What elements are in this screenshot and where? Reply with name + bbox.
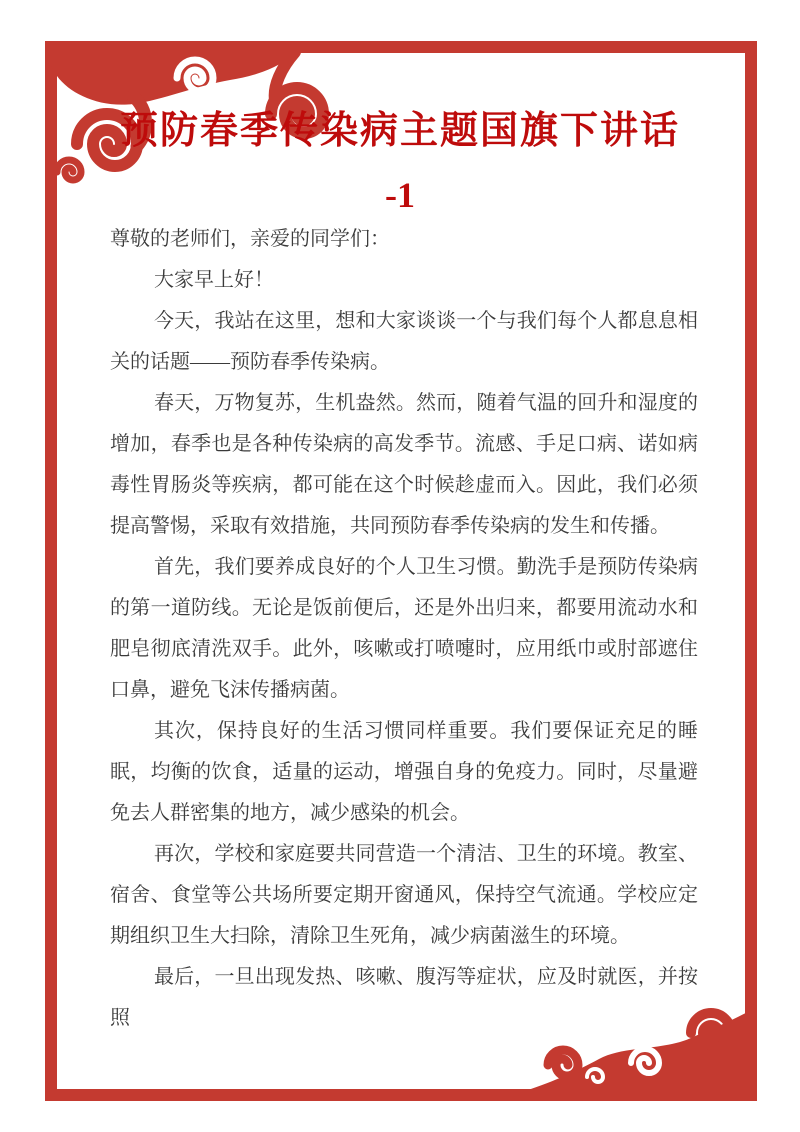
paragraph: 其次，保持良好的生活习惯同样重要。我们要保证充足的睡眠，均衡的饮食，适量的运动，增强自身的免疫力。同时，尽量避免去人群密集的地方，减少感染的机会。 xyxy=(110,720,698,824)
paragraph: 今天，我站在这里，想和大家谈谈一个与我们每个人都息息相关的话题——预防春季传染病。 xyxy=(110,310,698,373)
paragraph: 大家早上好！ xyxy=(154,269,274,291)
salutation-line: 尊敬的老师们，亲爱的同学们： xyxy=(110,228,390,250)
paragraph: 首先，我们要养成良好的个人卫生习惯。勤洗手是预防传染病的第一道防线。无论是饭前便后，还是外出归来，都要用流动水和肥皂彻底清洗双手。此外，咳嗽或打喷嚏时，应用纸巾或肘部遮住口鼻，避免飞沫传播病菌。 xyxy=(110,556,698,701)
document-title-number: -1 xyxy=(385,175,415,215)
paragraph: 再次，学校和家庭要共同营造一个清洁、卫生的环境。教室、宿舍、食堂等公共场所要定期开窗通风，保持空气流通。学校应定期组织卫生大扫除，清除卫生死角，减少病菌滋生的环境。 xyxy=(110,843,698,947)
paragraph: 最后，一旦出现发热、咳嗽、腹泻等症状，应及时就医，并按照 xyxy=(110,966,698,1029)
document-title: 预防春季传染病主题国旗下讲话 xyxy=(119,110,680,152)
paragraph: 春天，万物复苏，生机盎然。然而，随着气温的回升和湿度的增加，春季也是各种传染病的高发季节。流感、手足口病、诺如病毒性胃肠炎等疾病，都可能在这个时候趁虚而入。因此，我们必须提高警惕，采取有效措施，共同预防春季传染病的发生和传播。 xyxy=(110,392,698,537)
document-body xyxy=(110,219,698,1039)
